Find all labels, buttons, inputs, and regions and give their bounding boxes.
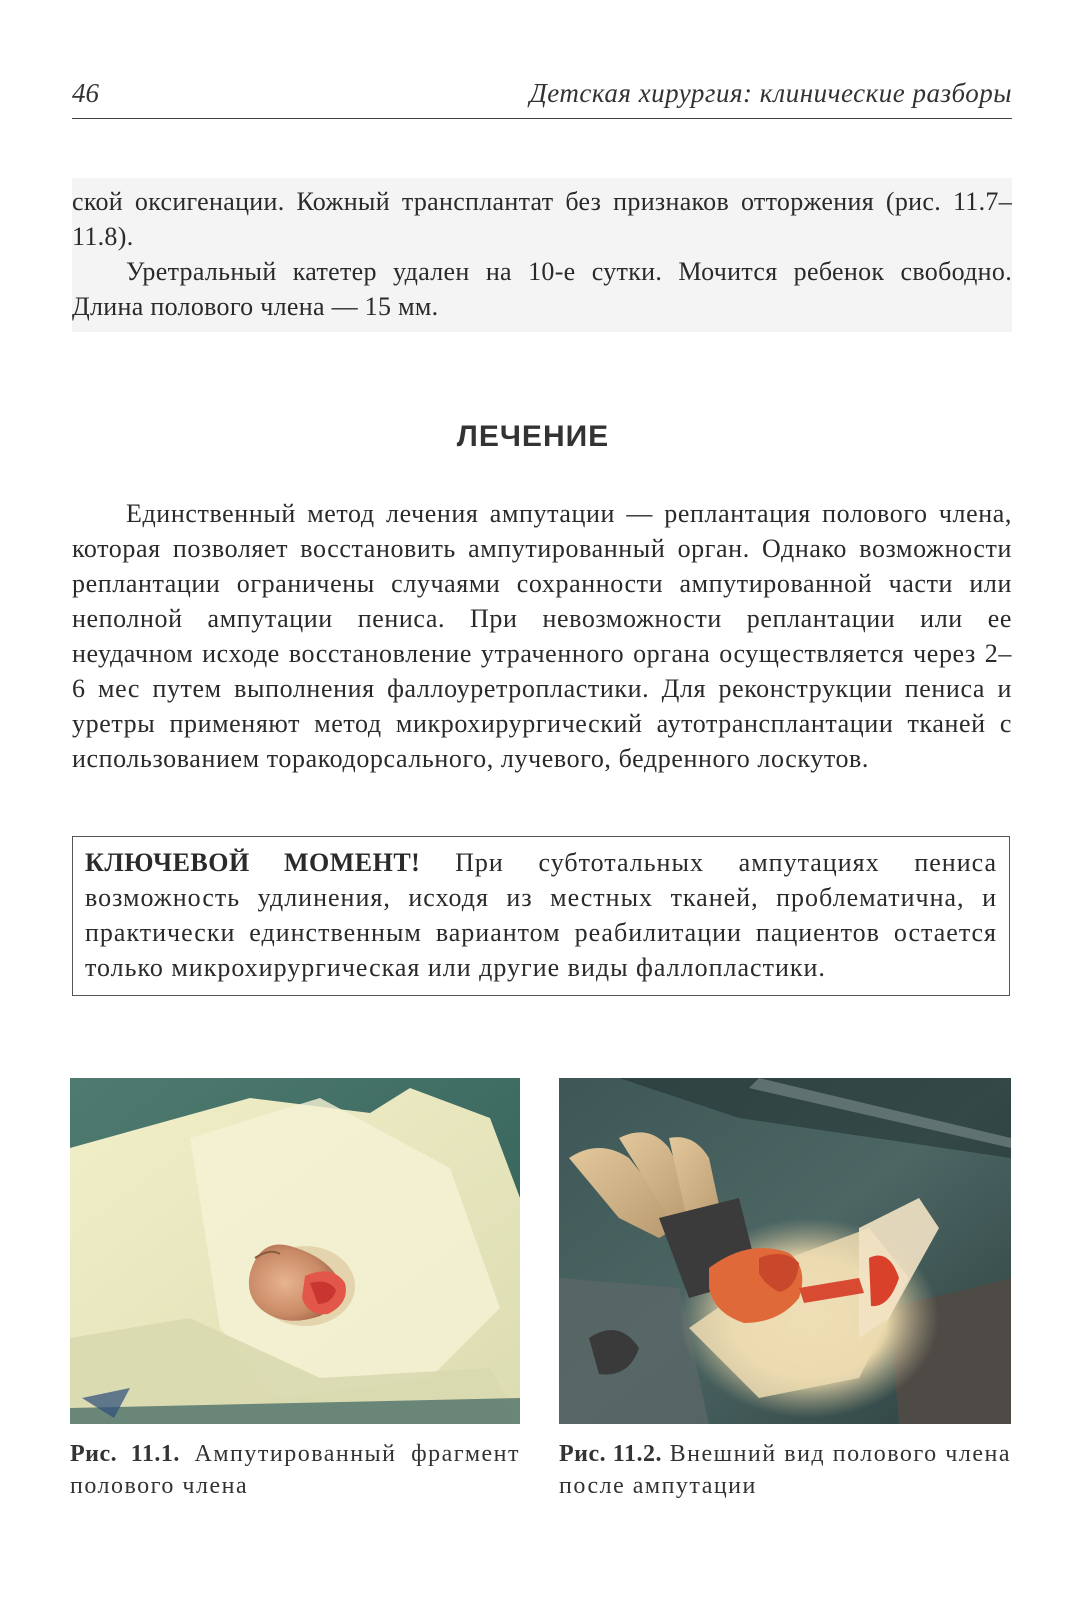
continued-text-block (72, 178, 1012, 332)
section-title: ЛЕЧЕНИЕ (456, 420, 610, 453)
figure-11-1-caption (70, 1438, 520, 1502)
figure-11-1-label: Рис. 11.1. (70, 1441, 180, 1467)
treatment-paragraph: Единственный метод лечения ампутации — реплантация полового члена, которая позволяет восстановить ампутированный орган. Однако возможности реплантации ограничены случаями сохранности ампутированной части или неполной ампутации пениса. При невозможности реплантации или ее неудачном исходе восстановление утраченного органа осуществляется через 2–6 мес путем выполнения фаллоуретропластики. Для реконструкции пениса и уретры применяют метод микрохирургический аутотрансплантации тканей с использованием торакодорсального, лучевого, бедренного лоскутов. (72, 499, 1012, 773)
continued-paragraph: ской оксигенации. Кожный трансплантат без признаков отторжения (рис. 11.7–11.8). (72, 187, 1012, 251)
figure-11-2-photo (559, 1078, 1011, 1424)
treatment-section (72, 496, 1012, 776)
figure-11-1 (70, 1078, 520, 1502)
figure-11-2-caption-text: Внешний вид полового члена после ампутации (559, 1441, 1012, 1499)
figure-11-2 (559, 1078, 1011, 1502)
page-number: 46 (72, 78, 99, 108)
key-point-box (72, 836, 1010, 996)
page-header (72, 78, 1012, 119)
key-point-paragraph (85, 845, 997, 985)
running-title: Детская хирургия: клинические разборы (529, 78, 1012, 108)
figure-11-1-caption-text: Ампутированный фрагмент полового члена (70, 1441, 521, 1499)
key-point-label: КЛЮЧЕВОЙ МОМЕНТ! (85, 848, 421, 877)
figure-11-2-caption (559, 1438, 1011, 1502)
figure-11-2-label: Рис. 11.2. (559, 1441, 662, 1467)
catheter-paragraph: Уретральный катетер удален на 10-е сутки. Мочится ребенок свободно. Длина полового члена — 15 мм. (72, 257, 1012, 321)
key-point-text: При субтотальных ампутациях пениса возможность удлинения, исходя из местных тканей, проблематична, и практически единственным вариантом реабилитации пациентов остается только микрохирургическая или другие виды фаллопластики. (85, 848, 998, 982)
figure-11-1-photo (70, 1078, 520, 1424)
